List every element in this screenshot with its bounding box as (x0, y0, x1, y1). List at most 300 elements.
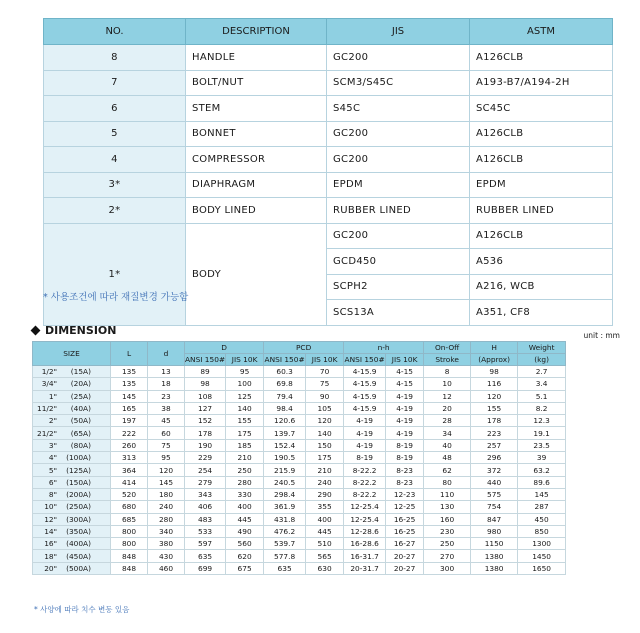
cell-n-jis: 16-27 (386, 538, 424, 550)
size-inch: 12" (44, 514, 57, 524)
cell-n-ansi: 20-31.7 (344, 562, 386, 574)
size-mm: (200A) (66, 490, 91, 500)
part-astm: A351, CF8 (470, 300, 613, 326)
part-no: 5 (44, 121, 186, 147)
part-no: 3* (44, 172, 186, 198)
size-cell (33, 464, 111, 476)
cell-n-jis: 4-19 (386, 427, 424, 439)
cell-l: 222 (111, 427, 148, 439)
cell-wt: 63.2 (518, 464, 566, 476)
cell-h: 1380 (471, 562, 518, 574)
cell-p-ansi: 240.5 (264, 476, 306, 488)
cell-stroke: 160 (424, 513, 471, 525)
cell-n-jis: 12-23 (386, 488, 424, 500)
cell-d: 145 (148, 476, 185, 488)
cell-d: 38 (148, 402, 185, 414)
cell-h: 257 (471, 439, 518, 451)
dimension-row (33, 415, 566, 427)
cell-wt: 850 (518, 525, 566, 537)
size-inch: 18" (44, 551, 57, 561)
dimension-row (33, 390, 566, 402)
size-inch: 11/2" (37, 404, 57, 414)
subheader-ansi: ANSI 150# (185, 355, 226, 364)
cell-d-jis: 400 (226, 501, 264, 513)
part-astm: A126CLB (470, 147, 613, 173)
cell-n-jis: 16-25 (386, 525, 424, 537)
cell-l: 800 (111, 525, 148, 537)
part-row (44, 198, 613, 224)
header-no: NO. (44, 19, 186, 45)
part-description: BODY LINED (186, 198, 327, 224)
size-inch: 16" (44, 539, 57, 549)
cell-d: 13 (148, 366, 185, 378)
cell-p-ansi: 152.4 (264, 439, 306, 451)
size-mm: (15A) (70, 367, 91, 377)
part-jis: GC200 (327, 121, 470, 147)
part-no: 2* (44, 198, 186, 224)
part-description: BONNET (186, 121, 327, 147)
cell-d: 180 (148, 488, 185, 500)
cell-h: 372 (471, 464, 518, 476)
cell-d: 18 (148, 378, 185, 390)
cell-h: 440 (471, 476, 518, 488)
header-l: L (111, 342, 148, 366)
cell-l: 197 (111, 415, 148, 427)
cell-d: 23 (148, 390, 185, 402)
part-astm: EPDM (470, 172, 613, 198)
cell-wt: 89.6 (518, 476, 566, 488)
size-cell (33, 562, 111, 574)
dimension-note: * 사양에 따라 치수 변동 있음 (34, 605, 130, 614)
part-jis: SCM3/S45C (327, 70, 470, 96)
cell-n-ansi: 8-22.2 (344, 488, 386, 500)
size-cell (33, 415, 111, 427)
dimension-row (33, 525, 566, 537)
dimension-header-row (33, 342, 566, 354)
dimension-table (32, 341, 566, 575)
cell-h: 1380 (471, 550, 518, 562)
cell-d-ansi: 229 (185, 452, 226, 464)
materials-note: * 사용조건에 따라 재질변경 가능함 (43, 292, 189, 303)
cell-wt: 1650 (518, 562, 566, 574)
size-cell (33, 550, 111, 562)
cell-d-jis: 675 (226, 562, 264, 574)
cell-n-jis: 4-19 (386, 402, 424, 414)
cell-l: 313 (111, 452, 148, 464)
cell-d: 45 (148, 415, 185, 427)
part-jis: GC200 (327, 147, 470, 173)
cell-d: 120 (148, 464, 185, 476)
cell-wt: 39 (518, 452, 566, 464)
size-mm: (50A) (70, 416, 91, 426)
cell-d-ansi: 406 (185, 501, 226, 513)
cell-wt: 5.1 (518, 390, 566, 402)
dimension-row (33, 550, 566, 562)
cell-d-jis: 560 (226, 538, 264, 550)
cell-n-jis: 4-15 (386, 378, 424, 390)
subheader-ansi: ANSI 150# (264, 355, 305, 364)
size-cell (33, 366, 111, 378)
cell-n-jis: 4-19 (386, 415, 424, 427)
cell-n-ansi: 4-19 (344, 439, 386, 451)
cell-n-jis: 12-25 (386, 501, 424, 513)
cell-l: 145 (111, 390, 148, 402)
cell-p-ansi: 190.5 (264, 452, 306, 464)
cell-d: 60 (148, 427, 185, 439)
size-mm: (150A) (66, 477, 91, 487)
header-onoff: On-Off (424, 342, 471, 354)
size-mm: (80A) (70, 440, 91, 450)
part-no: 6 (44, 96, 186, 122)
size-mm: (500A) (66, 563, 91, 573)
cell-d-ansi: 89 (185, 366, 226, 378)
cell-d-jis: 445 (226, 513, 264, 525)
cell-d-jis: 100 (226, 378, 264, 390)
cell-l: 520 (111, 488, 148, 500)
cell-stroke: 230 (424, 525, 471, 537)
part-jis: RUBBER LINED (327, 198, 470, 224)
cell-d: 430 (148, 550, 185, 562)
cell-d-ansi: 152 (185, 415, 226, 427)
subheader-jis: JIS 10K (226, 354, 264, 366)
cell-h: 296 (471, 452, 518, 464)
cell-wt: 145 (518, 488, 566, 500)
cell-d-jis: 175 (226, 427, 264, 439)
cell-n-ansi: 12-25.4 (344, 501, 386, 513)
size-inch: 8" (48, 490, 57, 500)
dimension-row (33, 513, 566, 525)
cell-l: 165 (111, 402, 148, 414)
cell-p-ansi: 635 (264, 562, 306, 574)
cell-p-ansi: 476.2 (264, 525, 306, 537)
cell-p-ansi: 298.4 (264, 488, 306, 500)
size-mm: (450A) (66, 551, 91, 561)
cell-l: 680 (111, 501, 148, 513)
cell-n-jis: 8-19 (386, 452, 424, 464)
cell-p-ansi: 98.4 (264, 402, 306, 414)
cell-n-jis: 20-27 (386, 550, 424, 562)
cell-n-ansi: 4-15.9 (344, 378, 386, 390)
cell-l: 260 (111, 439, 148, 451)
cell-d: 380 (148, 538, 185, 550)
cell-p-ansi: 361.9 (264, 501, 306, 513)
size-cell (33, 452, 111, 464)
subheader-stroke: Stroke (424, 354, 471, 366)
dimension-title-text: DIMENSION (45, 324, 117, 337)
cell-wt: 12.3 (518, 415, 566, 427)
cell-p-jis: 70 (306, 366, 344, 378)
dimension-row (33, 476, 566, 488)
cell-d-ansi: 190 (185, 439, 226, 451)
size-mm: (300A) (66, 514, 91, 524)
size-inch: 20" (44, 563, 57, 573)
cell-n-ansi: 16-28.6 (344, 538, 386, 550)
subheader-jis: JIS 10K (306, 354, 344, 366)
cell-n-jis: 20-27 (386, 562, 424, 574)
cell-p-jis: 510 (306, 538, 344, 550)
cell-stroke: 28 (424, 415, 471, 427)
size-mm: (40A) (70, 404, 91, 414)
part-astm: A536 (470, 249, 613, 275)
subheader-kg: (kg) (518, 354, 566, 366)
cell-h: 575 (471, 488, 518, 500)
size-inch: 3" (48, 440, 57, 450)
size-inch: 1/2" (41, 367, 57, 377)
header-h: H (471, 342, 518, 354)
size-mm: (125A) (66, 465, 91, 475)
cell-d: 280 (148, 513, 185, 525)
cell-d: 75 (148, 439, 185, 451)
dimension-row (33, 378, 566, 390)
cell-wt: 1300 (518, 538, 566, 550)
cell-l: 364 (111, 464, 148, 476)
cell-wt: 287 (518, 501, 566, 513)
cell-p-jis: 175 (306, 452, 344, 464)
cell-n-ansi: 12-28.6 (344, 525, 386, 537)
cell-d-ansi: 699 (185, 562, 226, 574)
cell-stroke: 110 (424, 488, 471, 500)
cell-p-jis: 150 (306, 439, 344, 451)
part-jis: SCPH2 (327, 274, 470, 300)
part-no: 8 (44, 45, 186, 71)
size-inch: 10" (44, 502, 57, 512)
cell-n-jis: 4-15 (386, 366, 424, 378)
cell-d-ansi: 178 (185, 427, 226, 439)
size-cell (33, 513, 111, 525)
size-cell (33, 501, 111, 513)
size-inch: 6" (48, 477, 57, 487)
subheader-jis: JIS 10K (386, 354, 424, 366)
cell-p-jis: 445 (306, 525, 344, 537)
size-cell (33, 439, 111, 451)
size-mm: (400A) (66, 539, 91, 549)
cell-p-jis: 630 (306, 562, 344, 574)
size-mm: (65A) (70, 428, 91, 438)
cell-d-jis: 125 (226, 390, 264, 402)
dimension-title (32, 324, 116, 337)
cell-stroke: 80 (424, 476, 471, 488)
size-inch: 1" (48, 391, 57, 401)
size-cell (33, 525, 111, 537)
size-cell (33, 402, 111, 414)
cell-d-ansi: 254 (185, 464, 226, 476)
cell-d-ansi: 597 (185, 538, 226, 550)
cell-p-ansi: 120.6 (264, 415, 306, 427)
cell-n-ansi: 16-31.7 (344, 550, 386, 562)
cell-p-jis: 105 (306, 402, 344, 414)
header-pcd: PCD (264, 342, 344, 354)
cell-n-ansi: 4-15.9 (344, 366, 386, 378)
cell-p-jis: 400 (306, 513, 344, 525)
cell-d: 340 (148, 525, 185, 537)
header-astm: ASTM (470, 19, 613, 45)
cell-h: 754 (471, 501, 518, 513)
cell-p-jis: 355 (306, 501, 344, 513)
part-row (44, 147, 613, 173)
size-mm: (250A) (66, 502, 91, 512)
size-cell (33, 538, 111, 550)
part-no: 7 (44, 70, 186, 96)
size-cell (33, 476, 111, 488)
cell-l: 135 (111, 366, 148, 378)
subheader-approx: (Approx) (471, 354, 518, 366)
header-weight: Weight (518, 342, 566, 354)
size-inch: 2" (48, 416, 57, 426)
cell-stroke: 10 (424, 378, 471, 390)
dimension-row (33, 366, 566, 378)
part-jis: GCD450 (327, 249, 470, 275)
unit-label: unit : mm (583, 331, 620, 340)
header-nh: n-h (344, 342, 424, 354)
part-row (44, 45, 613, 71)
cell-n-jis: 4-19 (386, 390, 424, 402)
header-description: DESCRIPTION (186, 19, 327, 45)
size-mm: (20A) (70, 379, 91, 389)
cell-n-jis: 8-23 (386, 476, 424, 488)
cell-p-jis: 565 (306, 550, 344, 562)
cell-l: 848 (111, 562, 148, 574)
cell-n-jis: 8-19 (386, 439, 424, 451)
cell-p-ansi: 539.7 (264, 538, 306, 550)
part-row (44, 96, 613, 122)
diamond-bullet-icon (31, 326, 41, 336)
header-jis: JIS (327, 19, 470, 45)
cell-stroke: 130 (424, 501, 471, 513)
cell-d-ansi: 635 (185, 550, 226, 562)
cell-p-ansi: 431.8 (264, 513, 306, 525)
cell-n-jis: 8-23 (386, 464, 424, 476)
cell-p-jis: 240 (306, 476, 344, 488)
part-description: STEM (186, 96, 327, 122)
cell-d-jis: 620 (226, 550, 264, 562)
cell-wt: 3.4 (518, 378, 566, 390)
cell-d-jis: 280 (226, 476, 264, 488)
dimension-row (33, 439, 566, 451)
part-astm: A193-B7/A194-2H (470, 70, 613, 96)
part-jis: GC200 (327, 45, 470, 71)
part-jis: S45C (327, 96, 470, 122)
body-row (44, 223, 613, 249)
parts-header-row (44, 19, 613, 45)
cell-d-ansi: 108 (185, 390, 226, 402)
cell-wt: 23.5 (518, 439, 566, 451)
part-no: 4 (44, 147, 186, 173)
part-astm: A216, WCB (470, 274, 613, 300)
dimension-row (33, 427, 566, 439)
cell-wt: 8.2 (518, 402, 566, 414)
size-inch: 4" (48, 453, 57, 463)
cell-n-ansi: 4-19 (344, 415, 386, 427)
cell-n-ansi: 12-25.4 (344, 513, 386, 525)
cell-p-jis: 120 (306, 415, 344, 427)
cell-p-ansi: 69.8 (264, 378, 306, 390)
cell-p-ansi: 577.8 (264, 550, 306, 562)
cell-n-ansi: 4-15.9 (344, 402, 386, 414)
cell-stroke: 300 (424, 562, 471, 574)
cell-d-jis: 490 (226, 525, 264, 537)
size-mm: (25A) (70, 391, 91, 401)
header-d-small: d (148, 342, 185, 366)
parts-table (43, 18, 613, 326)
cell-d-jis: 95 (226, 366, 264, 378)
cell-d-ansi: 483 (185, 513, 226, 525)
dimension-row (33, 452, 566, 464)
cell-wt: 2.7 (518, 366, 566, 378)
part-description: BODY (186, 223, 327, 325)
cell-p-jis: 210 (306, 464, 344, 476)
part-description: COMPRESSOR (186, 147, 327, 173)
cell-h: 120 (471, 390, 518, 402)
dimension-row (33, 538, 566, 550)
cell-stroke: 40 (424, 439, 471, 451)
part-astm: SC45C (470, 96, 613, 122)
size-cell (33, 427, 111, 439)
part-jis: GC200 (327, 223, 470, 249)
cell-n-ansi: 8-22.2 (344, 464, 386, 476)
cell-p-jis: 140 (306, 427, 344, 439)
cell-wt: 19.1 (518, 427, 566, 439)
cell-wt: 1450 (518, 550, 566, 562)
cell-p-jis: 290 (306, 488, 344, 500)
cell-h: 847 (471, 513, 518, 525)
part-jis: SCS13A (327, 300, 470, 326)
cell-stroke: 48 (424, 452, 471, 464)
part-row (44, 70, 613, 96)
cell-wt: 450 (518, 513, 566, 525)
cell-h: 1150 (471, 538, 518, 550)
cell-h: 223 (471, 427, 518, 439)
dimension-row (33, 562, 566, 574)
cell-d-jis: 210 (226, 452, 264, 464)
dimension-row (33, 501, 566, 513)
size-cell (33, 488, 111, 500)
part-astm: A126CLB (470, 121, 613, 147)
cell-l: 414 (111, 476, 148, 488)
cell-n-jis: 16-25 (386, 513, 424, 525)
cell-stroke: 20 (424, 402, 471, 414)
cell-p-ansi: 79.4 (264, 390, 306, 402)
cell-p-ansi: 139.7 (264, 427, 306, 439)
part-astm: RUBBER LINED (470, 198, 613, 224)
cell-d-jis: 250 (226, 464, 264, 476)
size-inch: 21/2" (37, 428, 57, 438)
size-cell (33, 390, 111, 402)
header-d-flange: D (185, 342, 264, 354)
part-row (44, 172, 613, 198)
cell-p-jis: 75 (306, 378, 344, 390)
cell-d-ansi: 127 (185, 402, 226, 414)
part-astm: A126CLB (470, 223, 613, 249)
cell-n-ansi: 4-19 (344, 427, 386, 439)
cell-d-ansi: 98 (185, 378, 226, 390)
part-description: DIAPHRAGM (186, 172, 327, 198)
size-mm: (100A) (66, 453, 91, 463)
cell-d-jis: 140 (226, 402, 264, 414)
cell-stroke: 12 (424, 390, 471, 402)
cell-d: 240 (148, 501, 185, 513)
size-mm: (350A) (66, 527, 91, 536)
header-size: SIZE (33, 342, 111, 366)
cell-d-ansi: 279 (185, 476, 226, 488)
cell-d-ansi: 343 (185, 488, 226, 500)
part-no: 1* (44, 223, 186, 325)
cell-p-ansi: 60.3 (264, 366, 306, 378)
cell-l: 135 (111, 378, 148, 390)
cell-n-ansi: 8-22.2 (344, 476, 386, 488)
part-row (44, 121, 613, 147)
cell-n-ansi: 4-15.9 (344, 390, 386, 402)
cell-l: 685 (111, 513, 148, 525)
